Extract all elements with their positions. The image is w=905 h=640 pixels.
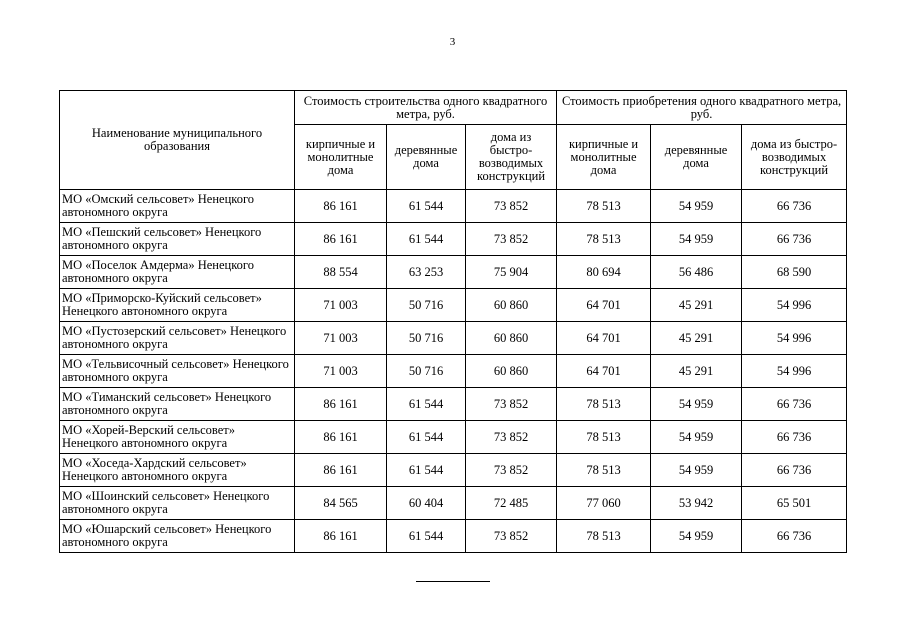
construction-brick-value: 88 554 [295, 256, 387, 289]
purchase-wood-value: 54 959 [651, 454, 742, 487]
purchase-wood-value: 54 959 [651, 520, 742, 553]
header-construction-brick: кирпичные и монолитные дома [295, 125, 387, 190]
municipality-name-cell: МО «Юшарский сельсовет» Ненецкого автономного округа [60, 520, 295, 553]
construction-prefab-value: 60 860 [466, 289, 557, 322]
construction-prefab-value: 73 852 [466, 223, 557, 256]
municipality-name-cell: МО «Омский сельсовет» Ненецкого автономного округа [60, 190, 295, 223]
header-purchase-brick: кирпичные и монолитные дома [557, 125, 651, 190]
purchase-prefab-value: 68 590 [742, 256, 847, 289]
purchase-brick-value: 80 694 [557, 256, 651, 289]
construction-prefab-value: 73 852 [466, 421, 557, 454]
construction-prefab-value: 73 852 [466, 190, 557, 223]
construction-brick-value: 84 565 [295, 487, 387, 520]
purchase-wood-value: 45 291 [651, 322, 742, 355]
table-row [60, 454, 847, 487]
purchase-prefab-value: 65 501 [742, 487, 847, 520]
construction-brick-value: 86 161 [295, 190, 387, 223]
table-header [60, 91, 847, 190]
construction-wood-value: 50 716 [387, 322, 466, 355]
purchase-wood-value: 54 959 [651, 421, 742, 454]
construction-wood-value: 60 404 [387, 487, 466, 520]
footer-divider [416, 581, 490, 582]
municipality-name-cell: МО «Пустозерский сельсовет» Ненецкого автономного округа [60, 322, 295, 355]
purchase-brick-value: 78 513 [557, 454, 651, 487]
construction-brick-value: 86 161 [295, 421, 387, 454]
construction-wood-value: 61 544 [387, 388, 466, 421]
construction-wood-value: 61 544 [387, 223, 466, 256]
purchase-brick-value: 78 513 [557, 190, 651, 223]
header-purchase-wood: деревянные дома [651, 125, 742, 190]
construction-wood-value: 61 544 [387, 454, 466, 487]
purchase-wood-value: 54 959 [651, 190, 742, 223]
purchase-prefab-value: 66 736 [742, 388, 847, 421]
municipality-name-cell: МО «Приморско-Куйский сельсовет» Ненецкого автономного округа [60, 289, 295, 322]
construction-prefab-value: 75 904 [466, 256, 557, 289]
purchase-prefab-value: 54 996 [742, 355, 847, 388]
construction-prefab-value: 73 852 [466, 520, 557, 553]
construction-brick-value: 71 003 [295, 289, 387, 322]
table-row [60, 421, 847, 454]
purchase-wood-value: 45 291 [651, 289, 742, 322]
header-construction-wood: деревянные дома [387, 125, 466, 190]
header-row-groups [60, 91, 847, 125]
purchase-prefab-value: 66 736 [742, 421, 847, 454]
construction-wood-value: 61 544 [387, 421, 466, 454]
table-row [60, 322, 847, 355]
construction-wood-value: 50 716 [387, 355, 466, 388]
table-row [60, 520, 847, 553]
table-row [60, 355, 847, 388]
purchase-prefab-value: 54 996 [742, 322, 847, 355]
purchase-wood-value: 54 959 [651, 223, 742, 256]
table-row [60, 223, 847, 256]
construction-wood-value: 63 253 [387, 256, 466, 289]
construction-brick-value: 86 161 [295, 520, 387, 553]
purchase-brick-value: 64 701 [557, 322, 651, 355]
header-municipality-name: Наименование муниципального образования [60, 91, 295, 190]
purchase-wood-value: 54 959 [651, 388, 742, 421]
municipality-name-cell: МО «Тиманский сельсовет» Ненецкого автономного округа [60, 388, 295, 421]
table-row [60, 388, 847, 421]
purchase-brick-value: 78 513 [557, 388, 651, 421]
construction-brick-value: 86 161 [295, 223, 387, 256]
municipality-name-cell: МО «Тельвисочный сельсовет» Ненецкого автономного округа [60, 355, 295, 388]
purchase-prefab-value: 66 736 [742, 190, 847, 223]
purchase-brick-value: 78 513 [557, 520, 651, 553]
construction-wood-value: 61 544 [387, 520, 466, 553]
construction-prefab-value: 73 852 [466, 454, 557, 487]
construction-wood-value: 61 544 [387, 190, 466, 223]
table-row [60, 487, 847, 520]
municipality-name-cell: МО «Хоседа-Хардский сельсовет» Ненецкого автономного округа [60, 454, 295, 487]
municipality-name-cell: МО «Поселок Амдерма» Ненецкого автономного округа [60, 256, 295, 289]
table-row [60, 256, 847, 289]
purchase-wood-value: 53 942 [651, 487, 742, 520]
municipality-name-cell: МО «Шоинский сельсовет» Ненецкого автономного округа [60, 487, 295, 520]
housing-cost-table [59, 90, 847, 553]
purchase-wood-value: 56 486 [651, 256, 742, 289]
purchase-prefab-value: 66 736 [742, 223, 847, 256]
municipality-name-cell: МО «Пешский сельсовет» Ненецкого автономного округа [60, 223, 295, 256]
construction-brick-value: 71 003 [295, 322, 387, 355]
table-body [60, 190, 847, 553]
table-row [60, 190, 847, 223]
header-purchase-cost: Стоимость приобретения одного квадратного метра, руб. [557, 91, 847, 125]
purchase-prefab-value: 54 996 [742, 289, 847, 322]
page-number: 3 [449, 36, 456, 48]
construction-brick-value: 86 161 [295, 454, 387, 487]
purchase-brick-value: 78 513 [557, 223, 651, 256]
construction-prefab-value: 73 852 [466, 388, 557, 421]
construction-prefab-value: 60 860 [466, 355, 557, 388]
construction-brick-value: 71 003 [295, 355, 387, 388]
construction-wood-value: 50 716 [387, 289, 466, 322]
table-row [60, 289, 847, 322]
construction-prefab-value: 72 485 [466, 487, 557, 520]
header-purchase-prefab: дома из быстро-возводимых конструкций [742, 125, 847, 190]
purchase-wood-value: 45 291 [651, 355, 742, 388]
purchase-brick-value: 77 060 [557, 487, 651, 520]
purchase-prefab-value: 66 736 [742, 520, 847, 553]
header-construction-prefab: дома из быстро-возводимых конструкций [466, 125, 557, 190]
header-construction-cost: Стоимость строительства одного квадратного метра, руб. [295, 91, 557, 125]
construction-brick-value: 86 161 [295, 388, 387, 421]
purchase-brick-value: 78 513 [557, 421, 651, 454]
purchase-prefab-value: 66 736 [742, 454, 847, 487]
construction-prefab-value: 60 860 [466, 322, 557, 355]
purchase-brick-value: 64 701 [557, 355, 651, 388]
municipality-name-cell: МО «Хорей-Верский сельсовет» Ненецкого автономного округа [60, 421, 295, 454]
purchase-brick-value: 64 701 [557, 289, 651, 322]
